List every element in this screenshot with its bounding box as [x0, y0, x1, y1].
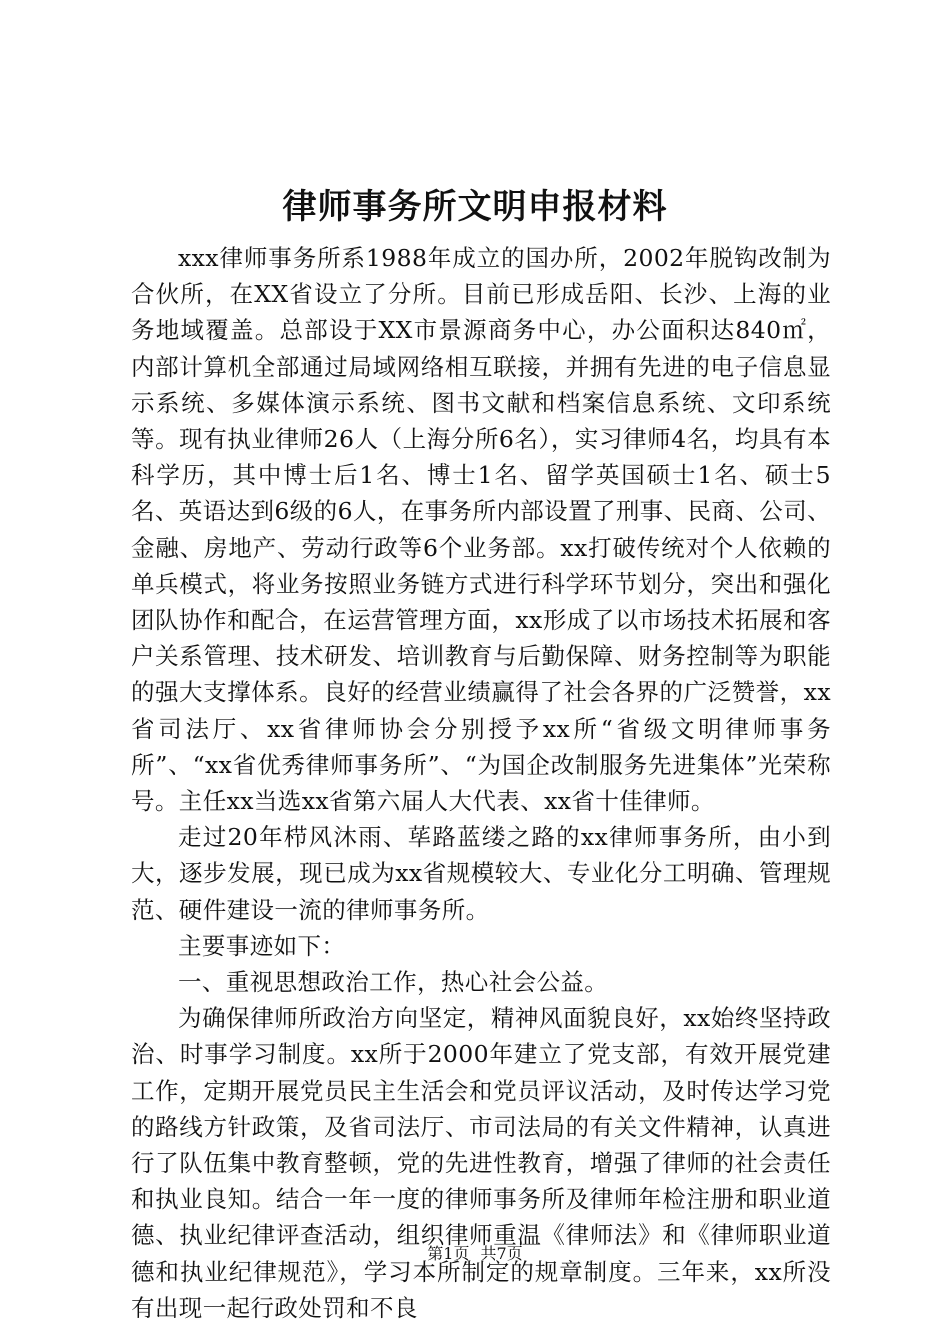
page-footer	[0, 1244, 950, 1264]
paragraph-political-work: 为确保律师所政治方向坚定，精神风面貌良好，xx始终坚持政治、时事学习制度。xx所于2000年建立了党支部，有效开展党建工作，定期开展党员民主生活会和党员评议活动，及时传达学习党的路线方针政策，及省司法厅、市司法局的有关文件精神，认真进行了队伍集中教育整顿，党的先进性教育，增强了律师的社会责任和执业良知。结合一年一度的律师事务所及律师年检注册和职业道德、执业纪律评查活动，组织律师重温《律师法》和《律师职业道德和执业纪律规范》，学习本所制定的规章制度。三年来，xx所没有出现一起行政处罚和不良	[131, 1004, 831, 1322]
page-number: 第1页	[427, 1244, 470, 1263]
paragraph-section-one-heading: 一、重视思想政治工作，热心社会公益。	[178, 968, 609, 997]
paragraph-development: 走过20年栉风沐雨、荜路蓝缕之路的xx律师事务所，由小到大，逐步发展，现已成为xx省规模较大、专业化分工明确、管理规范、硬件建设一流的律师事务所。	[131, 823, 831, 924]
document-title: 律师事务所文明申报材料	[282, 187, 668, 227]
page-total: 共7页	[480, 1244, 523, 1263]
paragraph-intro: xxx律师事务所系1988年成立的国办所，2002年脱钩改制为合伙所，在XX省设立了分所。目前已形成岳阳、长沙、上海的业务地域覆盖。总部设于XX市景源商务中心，办公面积达840㎡，内部计算机全部通过局域网络相互联接，并拥有先进的电子信息显示系统、多媒体演示系统、图书文献和档案信息系统、文印系统等。现有执业律师26人（上海分所6名），实习律师4名，均具有本科学历，其中博士后1名、博士1名、留学英国硕士1名、硕士5名、英语达到6级的6人，在事务所内部设置了刑事、民商、公司、金融、房地产、劳动行政等6个业务部。xx打破传统对个人依赖的单兵模式，将业务按照业务链方式进行科学环节划分，突出和强化团队协作和配合，在运营管理方面，xx形成了以市场技术拓展和客户关系管理、技术研发、培训教育与后勤保障、财务控制等为职能的强大支撑体系。良好的经营业绩赢得了社会各界的广泛赞誉，xx省司法厅、xx省律师协会分别授予xx所“省级文明律师事务所”、“xx省优秀律师事务所”、“为国企改制服务先进集体”光荣称号。主任xx当选xx省第六届人大代表、xx省十佳律师。	[131, 244, 831, 816]
document-body	[131, 240, 831, 1326]
paragraph-main-deeds-heading: 主要事迹如下：	[178, 931, 346, 960]
